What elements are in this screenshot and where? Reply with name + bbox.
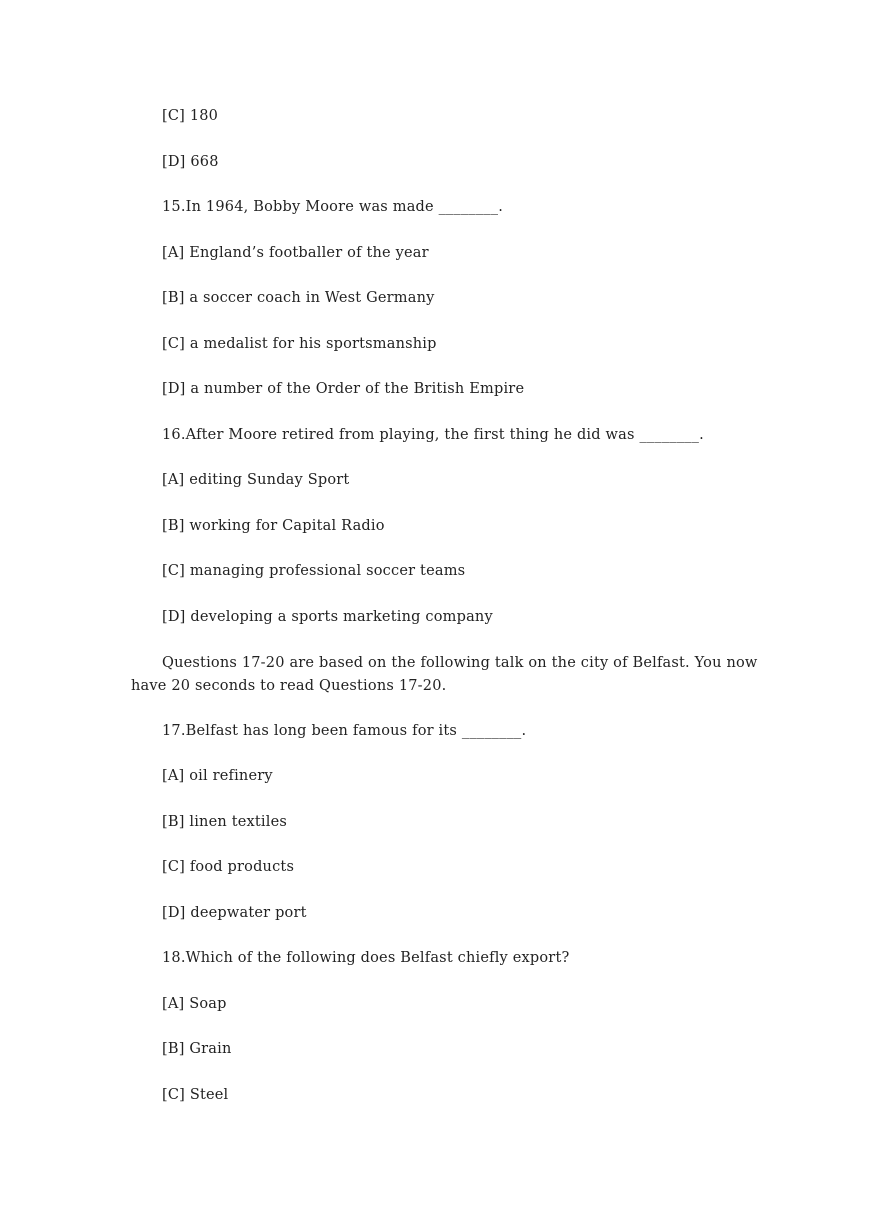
section-intro-line-2: have 20 seconds to read Questions 17-20.: [131, 678, 447, 694]
option-a-q17: [A] oil refinery: [162, 768, 273, 784]
question-17: 17.Belfast has long been famous for its ________.: [162, 723, 527, 739]
section-intro-paragraph: [131, 652, 758, 698]
question-15: 15.In 1964, Bobby Moore was made ________.: [162, 199, 504, 215]
option-c-q14: [C] 180: [162, 108, 219, 124]
option-d-q17: [D] deepwater port: [162, 905, 307, 921]
option-a-q15: [A] England’s footballer of the year: [162, 245, 429, 261]
option-c-q18: [C] Steel: [162, 1087, 229, 1103]
option-c-q16: [C] managing professional soccer teams: [162, 563, 466, 579]
question-16: 16.After Moore retired from playing, the first thing he did was ________.: [162, 427, 704, 443]
option-b-q17: [B] linen textiles: [162, 814, 288, 830]
option-a-q18: [A] Soap: [162, 996, 227, 1012]
option-d-q16: [D] developing a sports marketing company: [162, 609, 493, 625]
question-18: 18.Which of the following does Belfast chiefly export?: [162, 950, 570, 966]
option-b-q15: [B] a soccer coach in West Germany: [162, 290, 435, 306]
section-intro-line-1: Questions 17-20 are based on the following talk on the city of Belfast. You now: [162, 655, 758, 671]
option-d-q15: [D] a number of the Order of the British Empire: [162, 381, 525, 397]
option-a-q16: [A] editing Sunday Sport: [162, 472, 350, 488]
option-d-q14: [D] 668: [162, 154, 219, 170]
option-b-q16: [B] working for Capital Radio: [162, 518, 385, 534]
option-b-q18: [B] Grain: [162, 1041, 232, 1057]
option-c-q17: [C] food products: [162, 859, 295, 875]
option-c-q15: [C] a medalist for his sportsmanship: [162, 336, 437, 352]
